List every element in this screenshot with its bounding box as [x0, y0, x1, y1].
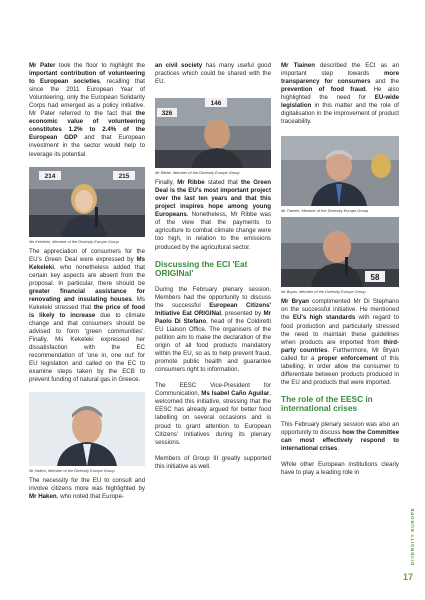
name-tiainen: Mr Tiainen	[281, 62, 315, 69]
text: and that European investment in the sector would help to leverage its potential.	[29, 134, 145, 158]
top-stripe	[0, 0, 425, 6]
paragraph-bryan	[281, 298, 399, 387]
name-bryan: Mr Bryan	[281, 298, 310, 306]
text: The appreciation of consumers for the EU's Green Deal were expressed by	[29, 247, 145, 263]
text: . Ms Kekeleki stressed that	[29, 295, 145, 311]
seat-badge: 146	[210, 100, 222, 108]
photo-caption: Mr Haken, Member of the Diversity Europe Group	[29, 468, 115, 474]
photo-haken	[29, 392, 145, 466]
text: and the	[370, 78, 399, 86]
text: . Furthermore, Mr Bryan called for a	[281, 346, 399, 362]
name-pater: Mr Pater	[29, 62, 56, 69]
seat-badge: 58	[370, 273, 380, 283]
highlight: important contribution of volunteering to European societies	[29, 70, 145, 86]
text: due to climate change and that consumers should be advised to form 'green communities'. Finally, Ms Kekeleki expressed her dissatisfaction with the EC recommendation of 'one in, one out' for EU legislation and called on the EC to examine steps taken by the ECB to prevent funding of natural gas in Greece.	[29, 311, 146, 384]
side-label-text: DIVERSITY EUROPE	[410, 507, 415, 565]
paragraph-tiainen	[281, 62, 399, 126]
paragraph-pater	[29, 62, 145, 159]
highlight: EU-wide legislation	[281, 94, 399, 110]
text: , head of the Coldiretti EU Liaison Office. The organisers of the petition aim to make the declaration of the origin of all food products mandatory within the EU, so as to help prevent fraud, promote public health and guarantee consumers right to information.	[155, 317, 271, 374]
name-cano-aguilar: Ms Isabel Caño Aguilar	[201, 390, 270, 398]
photo-ribbe	[155, 98, 271, 168]
highlight: how the Committee can most effectively respond to international crises	[281, 429, 399, 453]
photo-kekeleki	[29, 167, 145, 237]
text: . He also highlighted the need for	[281, 86, 399, 102]
photo-tiainen-image	[281, 136, 399, 206]
highlight: third-party countries	[281, 338, 399, 354]
text: This February plenary session was also an opportunity to discuss	[281, 421, 399, 437]
name-ribbe: Mr Ribbe	[177, 179, 205, 187]
section-heading-eesc: The role of the EESC in international crises	[281, 393, 373, 414]
photo-haken-image	[29, 392, 145, 466]
text: , recalling that since the 2011 European Year of Volunteering, only the European Solidarity Corps had emerged as a policy initiative. Mr Pater referred to the fact that	[29, 78, 146, 118]
seat-badge: 215	[118, 172, 130, 180]
text: , who nonetheless added that certain key aspects are absent from the proposal. In particular, there should be	[29, 263, 145, 287]
name-haken: Mr Haken	[29, 493, 57, 501]
highlight: the Green Deal is the EU's most important project over the last ten years and that this project inspires hope among young Europeans	[155, 179, 271, 219]
paragraph-group-iii: Members of Group III greatly supported this initiative as well.	[155, 454, 271, 470]
text: stated that	[204, 179, 241, 187]
name-di-stefano: Mr Paolo Di Stefano	[155, 309, 271, 325]
highlight: EU's high standards	[292, 314, 356, 322]
photo-caption: Mr Bryan, Member of the Diversity Europe Group	[281, 289, 366, 295]
highlight: proper enforcement	[317, 354, 378, 362]
paragraph-eat-original	[155, 286, 271, 375]
photo-tiainen	[281, 136, 399, 206]
column-1	[29, 62, 145, 502]
photo-kekeleki-image	[29, 167, 145, 237]
paragraph-haken	[29, 477, 145, 501]
text: of this labelling, in order allow the consumer to differentiate between products produced in the EU and products that were imported.	[281, 354, 400, 386]
seat-badge: 214	[44, 172, 56, 180]
highlight: greater financial assistance for renovating and insulating houses	[29, 287, 145, 303]
text: The necessity for the EU to consult and involve citizens more was highlighted by	[29, 477, 145, 493]
column-2	[155, 62, 271, 471]
photo-bryan	[281, 217, 399, 287]
photo-caption: Mr Tiainen, Member of the Diversity Europe Group	[281, 208, 369, 214]
text: , presented by	[221, 309, 264, 317]
page-number: 17	[403, 572, 414, 582]
highlight: an civil society	[155, 62, 203, 69]
text: , who noted that Europe-	[56, 493, 124, 501]
highlight: more transparency for consumers	[281, 70, 399, 86]
text: , welcomed this initiative, stressing that the EESC has already argued for better food labelling on several occasions and is proud to grant attention to European Citizens' Initiatives during its plenary sessions.	[155, 390, 271, 446]
text: The EESC Vice-President for Communication,	[155, 382, 271, 398]
photo-caption: Mr Ribbe, Member of the Diversity Europe Group	[155, 170, 240, 176]
top-band	[0, 0, 425, 40]
text: in this matter and the role of digitalisation in the improvement of product traceability.	[281, 102, 399, 126]
text: took the floor to highlight the	[55, 62, 145, 69]
paragraph-crises	[281, 421, 399, 453]
column-3	[281, 62, 399, 477]
highlight: the economic value of volunteering constitutes 1.2% to 2.4% of the European GDP	[29, 110, 145, 142]
photo-ribbe-image	[155, 98, 271, 168]
paragraph-institutions: While other European institutions clearly have to play a leading role in	[281, 461, 399, 477]
text: with regard to food production and particularly stressed the need to maintain these guidelines when products are imported from	[281, 314, 399, 346]
paragraph-kekeleki	[29, 248, 145, 385]
text: has many useful good practices which could be shared with the EU.	[155, 62, 271, 86]
text: .	[337, 445, 340, 453]
paragraph-ribbe	[155, 179, 271, 251]
photo-caption: Ms Kekeleki, Member of the Diversity Europe Group	[29, 238, 119, 244]
section-heading-eci: Discussing the ECI 'Eat ORIGINal'	[155, 258, 248, 279]
side-label	[403, 505, 415, 565]
highlight: European Citizens' Initiative Eat ORIGINal	[155, 301, 271, 317]
seat-badge: 326	[161, 110, 173, 118]
paragraph-cano-aguilar	[155, 382, 271, 446]
highlight: the price of food is likely to increase	[29, 303, 145, 319]
highlight: prevention of food fraud	[281, 86, 366, 94]
text: Finally,	[155, 179, 178, 187]
text: complimented Mr Di Stephano on the successful initiative. He mentioned the	[281, 298, 399, 322]
name-kekeleki: Ms Kekeleki	[29, 255, 145, 271]
photo-bryan-image	[281, 217, 399, 287]
paragraph-civil-society	[155, 62, 271, 86]
text: . Nonetheless, Mr Ribbe was of the view that the payments to agriculture to combat climate change were too high, in relation to the emissions produced by the agricultural sector.	[155, 211, 271, 251]
text: described the ECI as an important step towards	[281, 62, 399, 78]
text: During the February plenary session, Members had the opportunity to discuss the successful	[155, 285, 271, 309]
